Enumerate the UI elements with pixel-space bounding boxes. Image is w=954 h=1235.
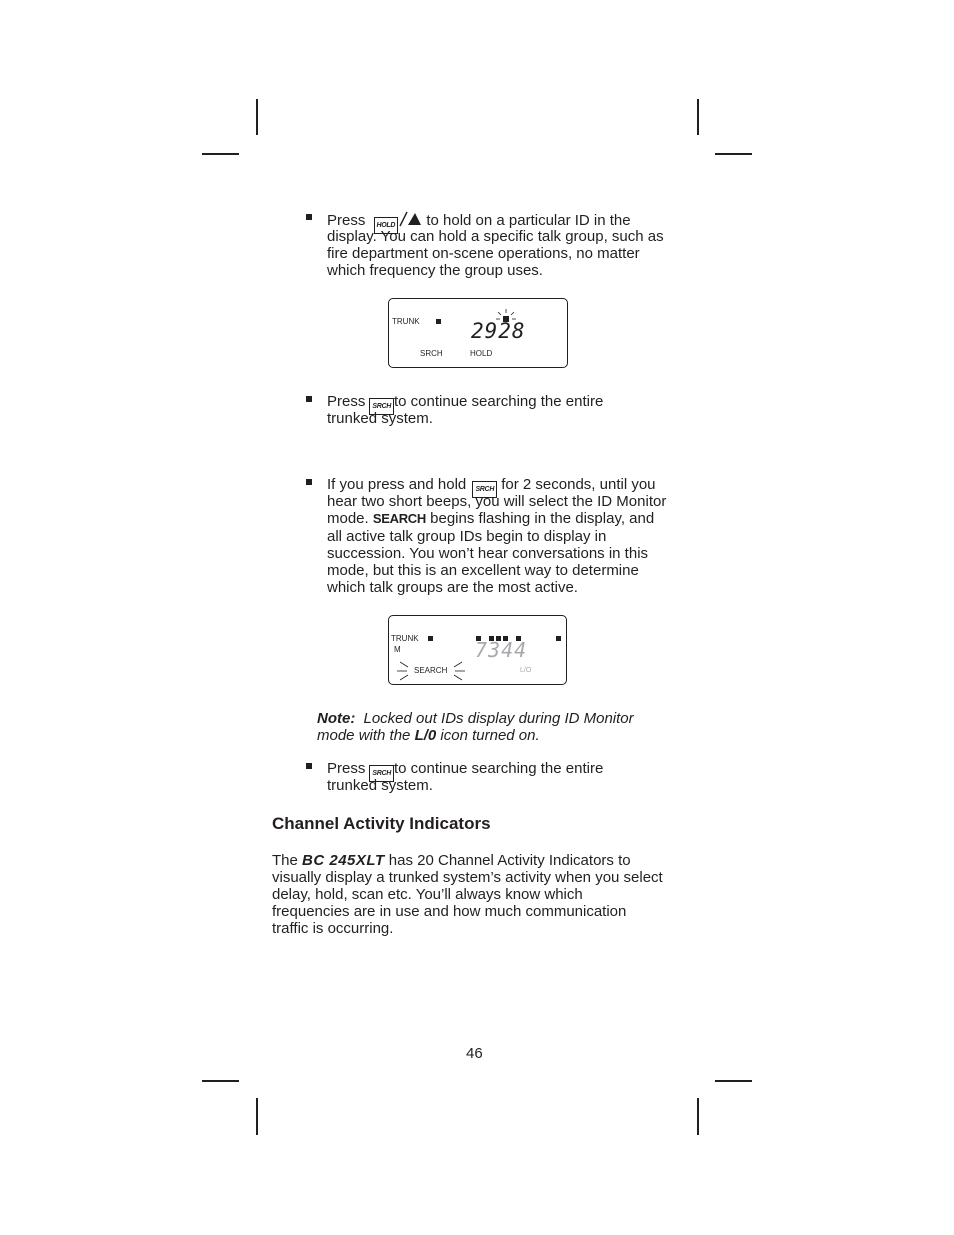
hold-bullet-line-2: display. You can hold a specific talk group, such as <box>327 228 664 245</box>
activity-indicator <box>428 636 433 641</box>
srch-key-icon: SRCH <box>369 398 394 415</box>
lcd-display-hold <box>388 298 568 368</box>
trunk-label: TRUNK <box>391 634 419 643</box>
idmon-line-3 <box>327 510 654 527</box>
activity-indicator <box>436 319 441 324</box>
section-heading: Channel Activity Indicators <box>272 814 491 833</box>
note-text: Locked out IDs display during ID Monitor <box>363 710 634 727</box>
para-text: The <box>272 852 298 869</box>
srch-text: to continue searching the entire <box>393 393 604 410</box>
lcd-id-digits: 2928 <box>471 319 526 343</box>
bullet-marker <box>306 763 312 769</box>
m-label: M <box>394 645 401 654</box>
hold-bullet-line-4: which frequency the group uses. <box>327 262 543 279</box>
srch-text: to continue searching the entire <box>393 760 604 777</box>
crop-mark <box>256 1098 258 1135</box>
para-line-3: delay, hold, scan etc. You’ll always know which <box>272 886 583 903</box>
lockout-icon-ref: L/0 <box>414 727 437 744</box>
search-word: SEARCH <box>372 511 426 526</box>
idmon-text: for 2 seconds, until you <box>501 476 656 493</box>
activity-indicator <box>556 636 561 641</box>
crop-mark <box>256 99 258 135</box>
para-line-1 <box>272 852 631 869</box>
idmon-line-5: succession. You won’t hear conversations in this <box>327 545 649 562</box>
para-line-5: traffic is occurring. <box>272 920 394 937</box>
note-line-2 <box>317 727 540 744</box>
para-text: has 20 Channel Activity Indicators to <box>388 852 631 869</box>
crop-mark <box>715 153 752 155</box>
bullet-marker <box>306 214 312 220</box>
lcd-display-id-monitor <box>388 615 567 685</box>
idmon-text: If you press and hold <box>327 476 467 493</box>
note-text: icon turned on. <box>440 727 540 744</box>
bullet-marker <box>306 396 312 402</box>
crop-mark <box>697 1098 699 1135</box>
press-text: Press <box>327 393 366 410</box>
srch-key-icon: SRCH <box>369 765 394 782</box>
hold-text: to hold on a particular ID in the <box>426 212 631 229</box>
hold-key-icon: HOLD <box>374 217 399 234</box>
crop-mark <box>715 1080 752 1082</box>
search-label: SEARCH <box>414 666 448 675</box>
note-label: Note: <box>317 710 356 727</box>
para-line-4: frequencies are in use and how much communication <box>272 903 627 920</box>
srch-bullet-line-2: trunked system. <box>327 410 433 427</box>
srch2-bullet-line-2: trunked system. <box>327 777 433 794</box>
note-line-1 <box>317 710 634 727</box>
para-line-2: visually display a trunked system’s activity when you select <box>272 869 663 886</box>
idmon-line-7: which talk groups are the most active. <box>327 579 578 596</box>
srch-key-icon: SRCH <box>472 481 497 498</box>
hold-bullet-line-3: fire department on-scene operations, no matter <box>327 245 640 262</box>
lockout-label: L/O <box>520 667 532 674</box>
idmon-line-4: all active talk group IDs begin to display in <box>327 528 607 545</box>
slash-up-arrow-icon <box>398 211 422 227</box>
press-text: Press <box>327 212 366 229</box>
idmon-text: mode. <box>327 510 369 527</box>
idmon-line-6: mode, but this is an excellent way to determine <box>327 562 639 579</box>
bullet-marker <box>306 479 312 485</box>
trunk-label: TRUNK <box>392 317 420 326</box>
idmon-text: begins flashing in the display, and <box>430 510 655 527</box>
page-number: 46 <box>466 1045 483 1062</box>
crop-mark <box>202 153 239 155</box>
lcd-id-digits: 7344 <box>475 638 528 662</box>
srch-label: SRCH <box>420 349 443 358</box>
note-text: mode with the <box>317 727 411 744</box>
press-text: Press <box>327 760 366 777</box>
model-name: BC 245XLT <box>302 852 385 869</box>
idmon-line-2: hear two short beeps, you will select the ID Monitor <box>327 493 667 510</box>
hold-label: HOLD <box>470 349 493 358</box>
crop-mark <box>697 99 699 135</box>
crop-mark <box>202 1080 239 1082</box>
